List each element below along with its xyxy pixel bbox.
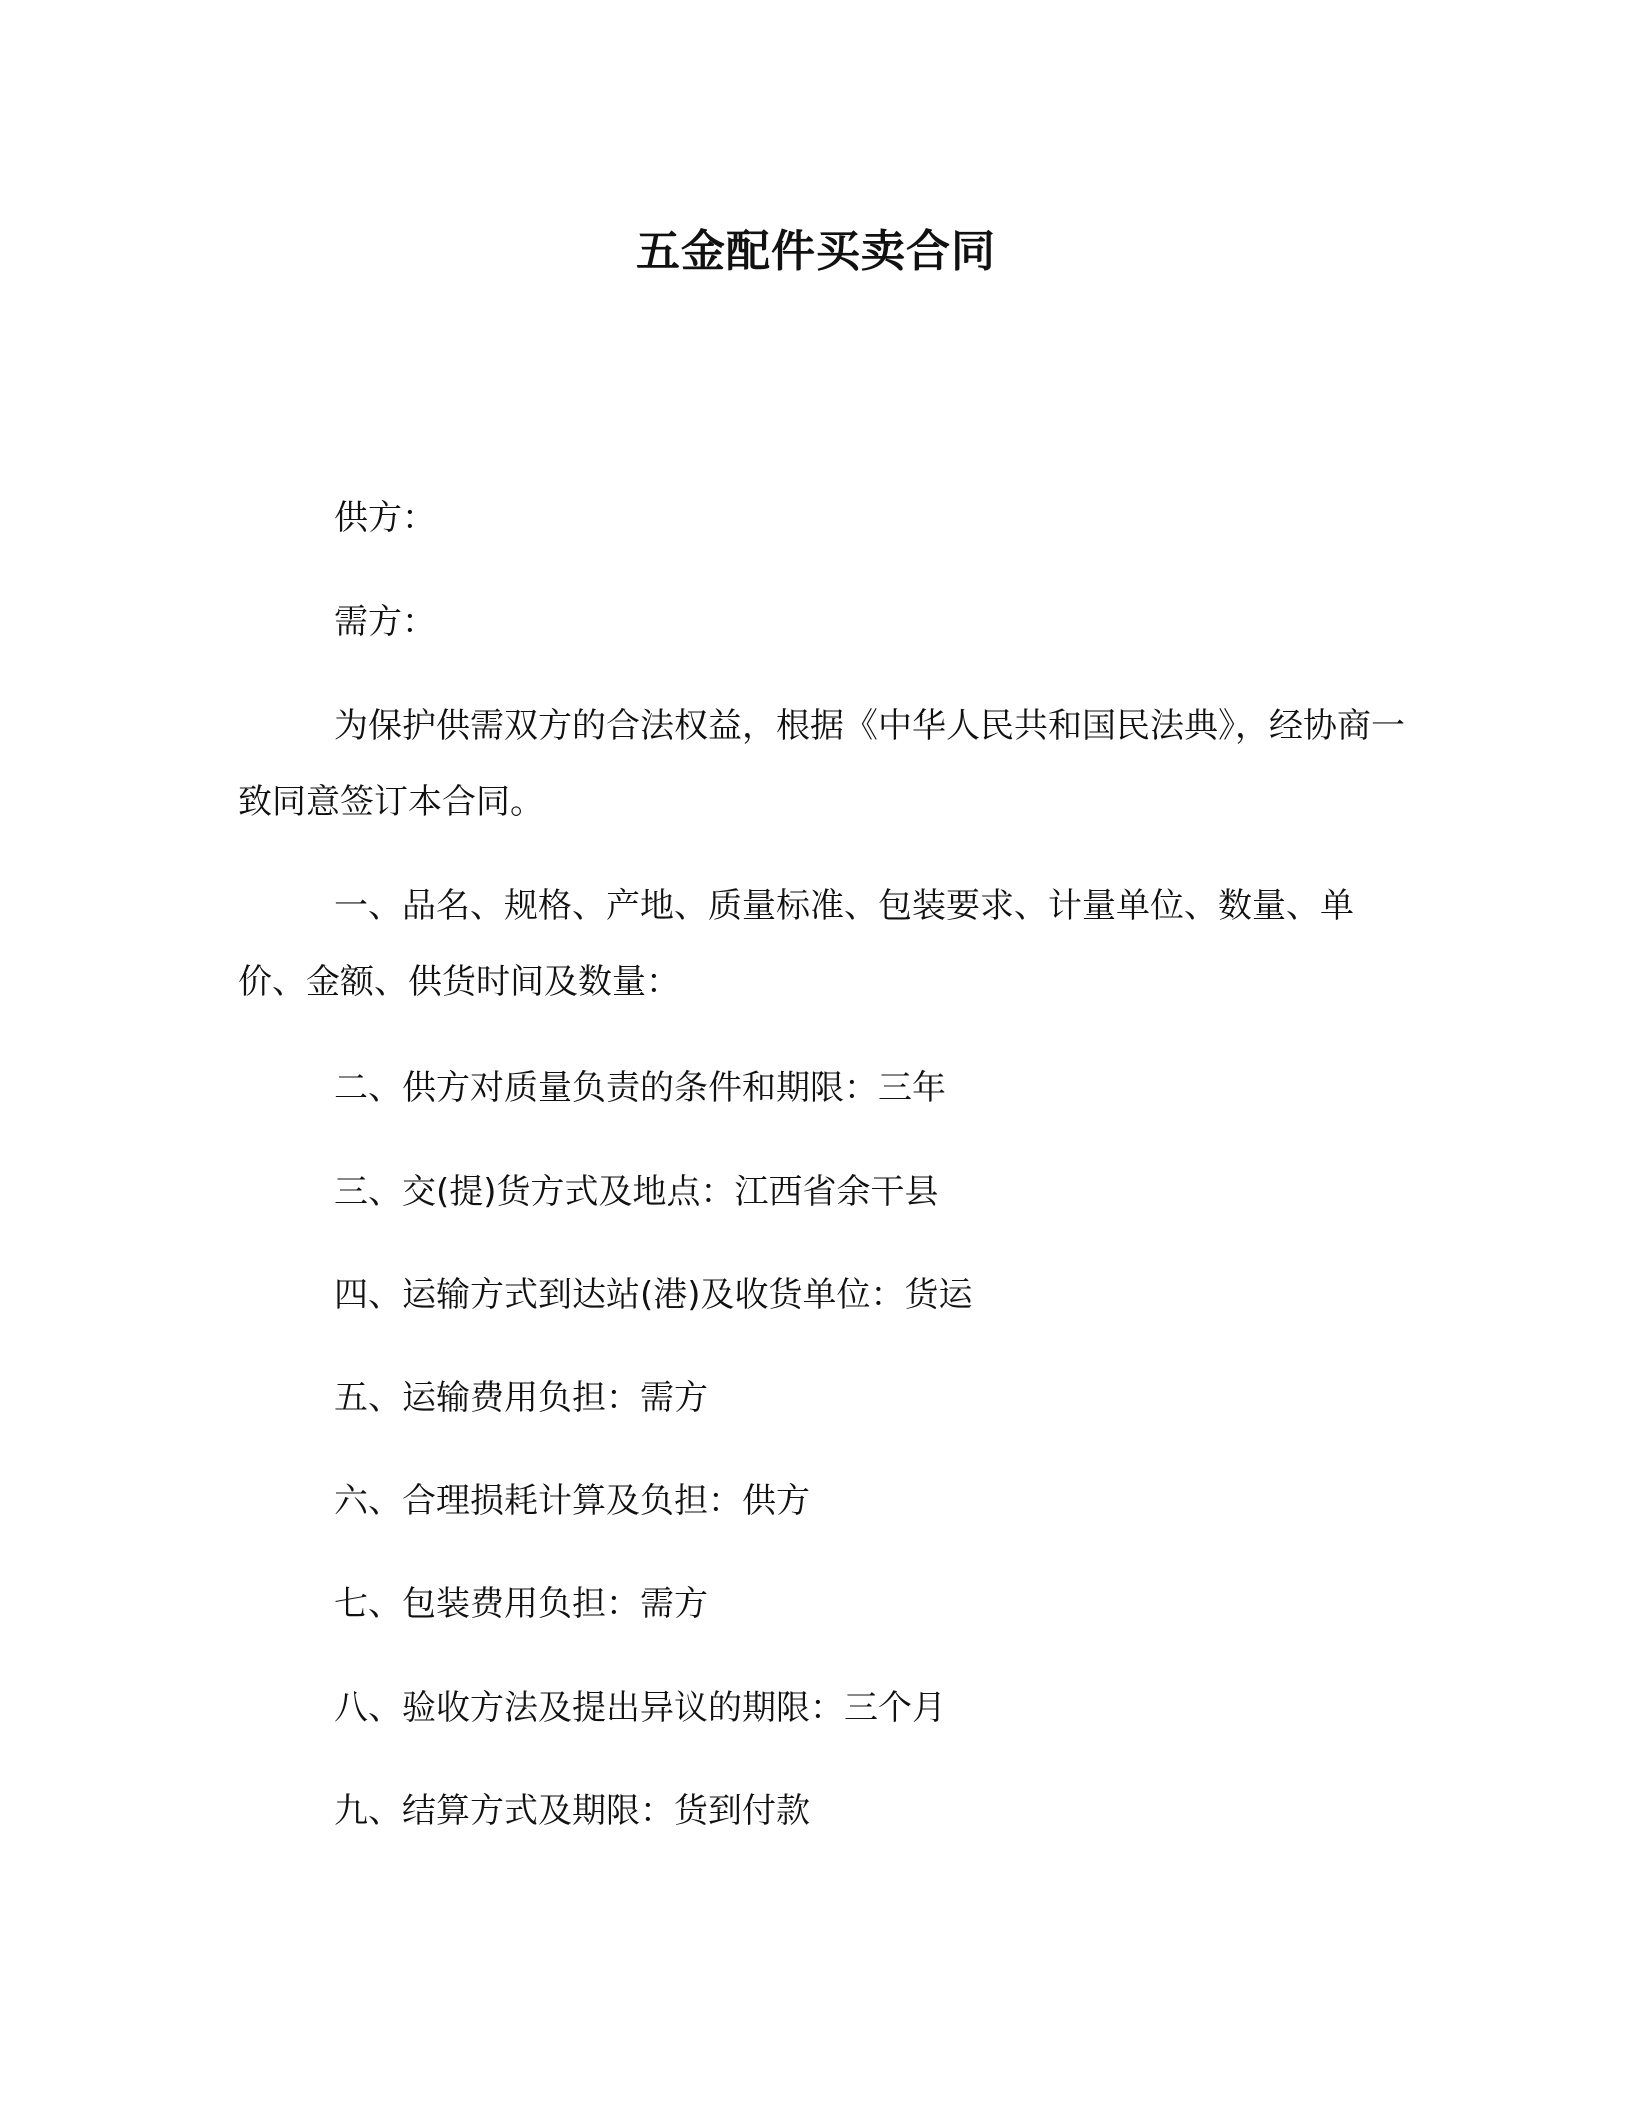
clause-6: 六、合理损耗计算及负担：供方	[334, 1481, 810, 1521]
document-title: 五金配件买卖合同	[636, 226, 996, 277]
clause-7: 七、包装费用负担：需方	[334, 1584, 708, 1624]
preamble-paragraph: 为保护供需双方的合法权益，根据《中华人民共和国民法典》，经协商一致同意签订本合同。	[238, 706, 1405, 822]
clause-4: 四、运输方式到达站(港)及收货单位：货运	[334, 1275, 973, 1315]
clause-9: 九、结算方式及期限：货到付款	[334, 1791, 810, 1831]
clause-3: 三、交(提)货方式及地点：江西省余干县	[334, 1172, 939, 1212]
clause-5: 五、运输费用负担：需方	[334, 1378, 708, 1418]
supplier-line: 供方：	[334, 498, 436, 538]
buyer-line: 需方：	[334, 602, 436, 642]
clause-1: 一、品名、规格、产地、质量标准、包装要求、计量单位、数量、单价、金额、供货时间及数量：	[238, 886, 1354, 1002]
clause-8: 八、验收方法及提出异议的期限：三个月	[334, 1688, 946, 1728]
clause-2: 二、供方对质量负责的条件和期限：三年	[334, 1068, 946, 1108]
